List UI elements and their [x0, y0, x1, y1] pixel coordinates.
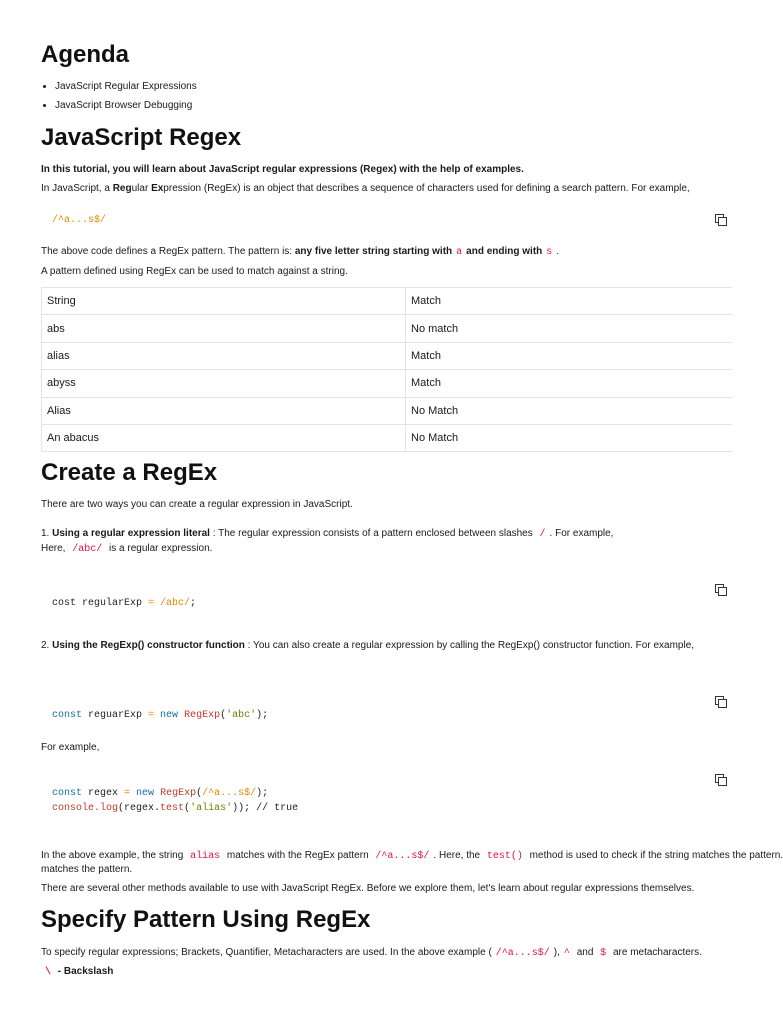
code-line: console.log(regex.test('alias')); // true	[52, 803, 299, 814]
table-cell: No match	[406, 315, 733, 342]
copy-icon[interactable]	[715, 696, 726, 707]
specify-text: To specify regular expressions; Brackets, Quantifier, Metacharacters are used. In the above example ( /^a...s$/ ), ^ and $ are metacharacters.	[41, 947, 702, 959]
table-cell: An abacus	[42, 424, 406, 451]
table-cell: abyss	[42, 370, 406, 397]
copy-icon[interactable]	[715, 214, 726, 225]
specify-section-title: Specify Pattern Using RegEx	[41, 906, 371, 933]
example-explanation: In the above example, the string alias matches with the RegEx pattern /^a...s$/ . Here, the test() method is used to check if the string matches the pattern.	[41, 850, 783, 862]
code-block-1	[41, 206, 732, 234]
inline-code: /abc/	[72, 544, 103, 555]
create-intro: There are two ways you can create a regular expression in JavaScript.	[41, 499, 353, 510]
table-header-row	[42, 288, 733, 315]
intro-text	[41, 162, 732, 177]
method1-here: Here, /abc/ is a regular expression.	[41, 543, 213, 555]
table-row	[42, 370, 733, 397]
inline-code: test()	[486, 851, 523, 862]
table-row	[42, 424, 733, 451]
inline-code: alias	[190, 851, 221, 862]
copy-icon[interactable]	[715, 774, 726, 785]
code-line: /^a...s$/	[52, 215, 107, 226]
inline-code: \	[45, 967, 52, 978]
table-cell: abs	[42, 315, 406, 342]
table-cell: Match	[406, 370, 733, 397]
table-cell: Match	[406, 342, 733, 369]
table-cell: No Match	[406, 397, 733, 424]
method1-text: 1. Using a regular expression literal : The regular expression consists of a pattern enclosed between slashes / . For example,	[41, 528, 614, 540]
method2-text: 2. Using the RegExp() constructor function : You can also create a regular expression by calling the RegExp() constructor function. For example,	[41, 640, 695, 651]
inline-code: ^	[563, 948, 570, 959]
agenda-list	[41, 77, 197, 115]
table-cell: alias	[42, 342, 406, 369]
for-example-text: For example,	[41, 742, 100, 753]
agenda-item[interactable]: • JavaScript Browser Debugging	[55, 96, 197, 115]
table-cell: No Match	[406, 424, 733, 451]
table-row	[42, 315, 733, 342]
regex-section-title: JavaScript Regex	[41, 124, 242, 151]
table-row	[42, 342, 733, 369]
example-explanation-line2: matches the pattern.	[41, 864, 133, 875]
methods-text: There are several other methods available to use with JavaScript RegEx. Before we explore them, let's learn about regular expressions themselves.	[41, 883, 695, 894]
copy-icon[interactable]	[715, 584, 726, 595]
match-table	[41, 287, 732, 452]
pattern-text: The above code defines a RegEx pattern. The pattern is: any five letter string starting with a and ending with s .	[41, 246, 560, 258]
inline-code: $	[600, 948, 607, 959]
code-line: cost regularExp = /abc/;	[52, 598, 197, 609]
table-header: Match	[406, 288, 733, 315]
table-row	[42, 397, 733, 424]
code-block-4	[41, 770, 732, 820]
create-section-title: Create a RegEx	[41, 459, 218, 486]
inline-code: /^a...s$/	[375, 851, 430, 862]
backslash-heading: \ - Backslash	[41, 964, 732, 980]
code-line: const regex = new RegExp(/^a...s$/);	[52, 788, 269, 799]
agenda-title: Agenda	[41, 41, 130, 68]
definition-text: In JavaScript, a Regular Expression (RegEx) is an object that describes a sequence of characters used for defining a search pattern. For example,	[41, 183, 690, 194]
inline-code: a	[456, 247, 463, 258]
inline-code: s	[546, 247, 553, 258]
intro-bold: In this tutorial, you will learn about JavaScript regular expressions (Regex) with the help of examples.	[41, 164, 524, 175]
table-cell: Alias	[42, 397, 406, 424]
inline-code: /	[539, 529, 546, 540]
code-block-2	[41, 580, 732, 614]
table-header: String	[42, 288, 406, 315]
code-line: const reguarExp = new RegExp('abc');	[52, 710, 269, 721]
match-text: A pattern defined using RegEx can be used to match against a string.	[41, 266, 348, 277]
agenda-item[interactable]: • JavaScript Regular Expressions	[55, 77, 197, 96]
code-block-3	[41, 692, 732, 726]
inline-code: /^a...s$/	[495, 948, 550, 959]
